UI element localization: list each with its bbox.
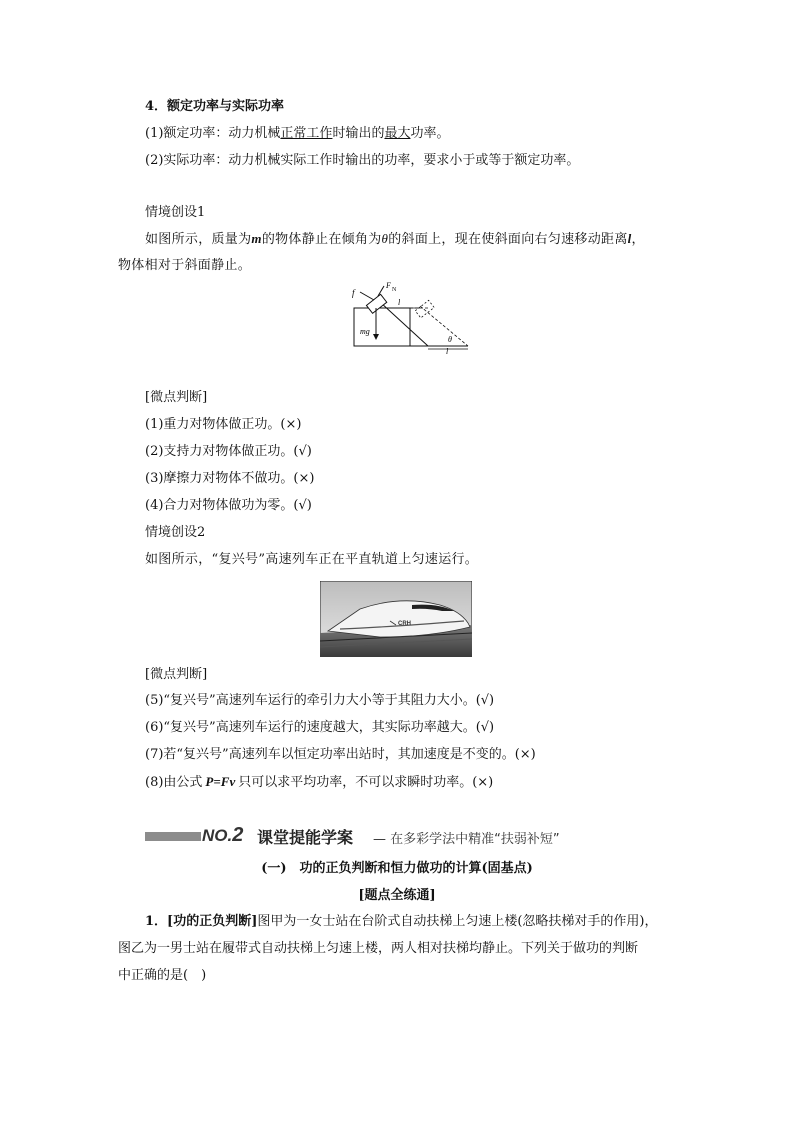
question-text-1: 图甲为一女士站在台阶式自动扶梯上匀速上楼(忽略扶梯对手的作用)， [257, 914, 658, 929]
mass-symbol: m [251, 231, 262, 246]
scenario-1-text-c: 的斜面上，现在使斜面向右匀速移动距离 [388, 232, 628, 247]
scenario-1-line-1 [145, 230, 645, 249]
scenario-2-line: 如图所示，“复兴号”高速列车正在平直轨道上匀速运行。 [145, 552, 479, 567]
banner-dash: — [373, 832, 386, 847]
judgement-item-8 [145, 773, 493, 792]
question-1-line-1 [145, 913, 658, 931]
banner-num: 2 [232, 824, 244, 846]
judgement-item: (2)支持力对物体做正功。(√) [145, 444, 312, 459]
scenario-2-title: 情境创设2 [145, 525, 206, 540]
rated-power-line [145, 125, 449, 143]
angle-label: θ [448, 335, 452, 344]
item-8-suffix: 只可以求平均功率，不可以求瞬时功率。(×) [238, 775, 494, 790]
shifted-slope [420, 306, 468, 346]
incline-slope [380, 302, 428, 346]
power-formula: P=Fv [205, 774, 236, 789]
scenario-1-text-b: 的物体静止在倾角为 [261, 232, 382, 247]
rated-suffix: 功率。 [410, 126, 450, 141]
bottom-l-label: l [446, 347, 449, 354]
question-1-line-3: 中正确的是( ) [118, 968, 207, 983]
scenario-1-line-2: 物体相对于斜面静止。 [118, 258, 252, 273]
practice-title: [题点全练通] [358, 888, 436, 903]
train-logo: CRH [398, 621, 411, 627]
scenario-1-text-d: ， [631, 232, 645, 247]
top-l-label: l [398, 298, 401, 307]
rated-prefix: (1)额定功率：动力机械 [145, 126, 281, 141]
banner-title: 课堂提能学案 [257, 828, 354, 847]
banner-no: NO. [202, 826, 233, 845]
question-number: 1． [145, 914, 168, 929]
question-tag: [功的正负判断] [167, 914, 258, 929]
incline-figure [340, 282, 480, 354]
judgement-1-title: [微点判断] [145, 390, 208, 405]
rated-mid: 时输出的 [332, 126, 385, 141]
friction-label: f [352, 288, 355, 298]
question-1-line-2: 图乙为一男士站在履带式自动扶梯上匀速上楼，两人相对扶梯均静止。下列关于做功的判断 [118, 941, 639, 956]
judgement-item: (3)摩擦力对物体不做功。(×) [145, 471, 315, 486]
distance-symbol: l [627, 231, 632, 246]
scenario-1-title: 情境创设1 [145, 205, 206, 220]
judgement-2-title: [微点判断] [145, 667, 208, 682]
friction-arrow [360, 292, 374, 300]
train-photo [320, 581, 472, 657]
normal-subscript: N [392, 287, 397, 293]
gravity-arrowhead [373, 334, 379, 340]
banner-subtitle [373, 828, 560, 847]
rated-underlined: 正常工作 [280, 126, 333, 141]
banner-bar [145, 832, 201, 841]
normal-label: F [386, 282, 391, 290]
actual-power-line: (2)实际功率：动力机械实际工作时输出的功率，要求小于或等于额定功率。 [145, 153, 580, 168]
item-8-prefix: (8)由公式 [145, 775, 203, 790]
mass-block-shifted [415, 300, 434, 318]
rated-underlined-2: 最大 [384, 126, 411, 141]
theta-symbol: θ [381, 231, 389, 246]
mg-label: mg [360, 327, 370, 336]
judgement-item: (7)若“复兴号”高速列车以恒定功率出站时，其加速度是不变的。(×) [145, 747, 536, 762]
scenario-1-text-a: 如图所示，质量为 [145, 232, 252, 247]
subsection-title: (一) 功的正负判断和恒力做功的计算(固基点) [261, 861, 533, 876]
judgement-item: (6)“复兴号”高速列车运行的速度越大，其实际功率越大。(√) [145, 720, 495, 735]
judgement-item: (1)重力对物体做正功。(×) [145, 417, 302, 432]
banner-subtitle-text: 在多彩学法中精准“扶弱补短” [390, 832, 560, 847]
judgement-item: (5)“复兴号”高速列车运行的牵引力大小等于其阻力大小。(√) [145, 693, 495, 708]
banner-number [202, 824, 243, 847]
section-heading: 4．额定功率与实际功率 [145, 99, 285, 114]
judgement-item: (4)合力对物体做功为零。(√) [145, 498, 312, 513]
